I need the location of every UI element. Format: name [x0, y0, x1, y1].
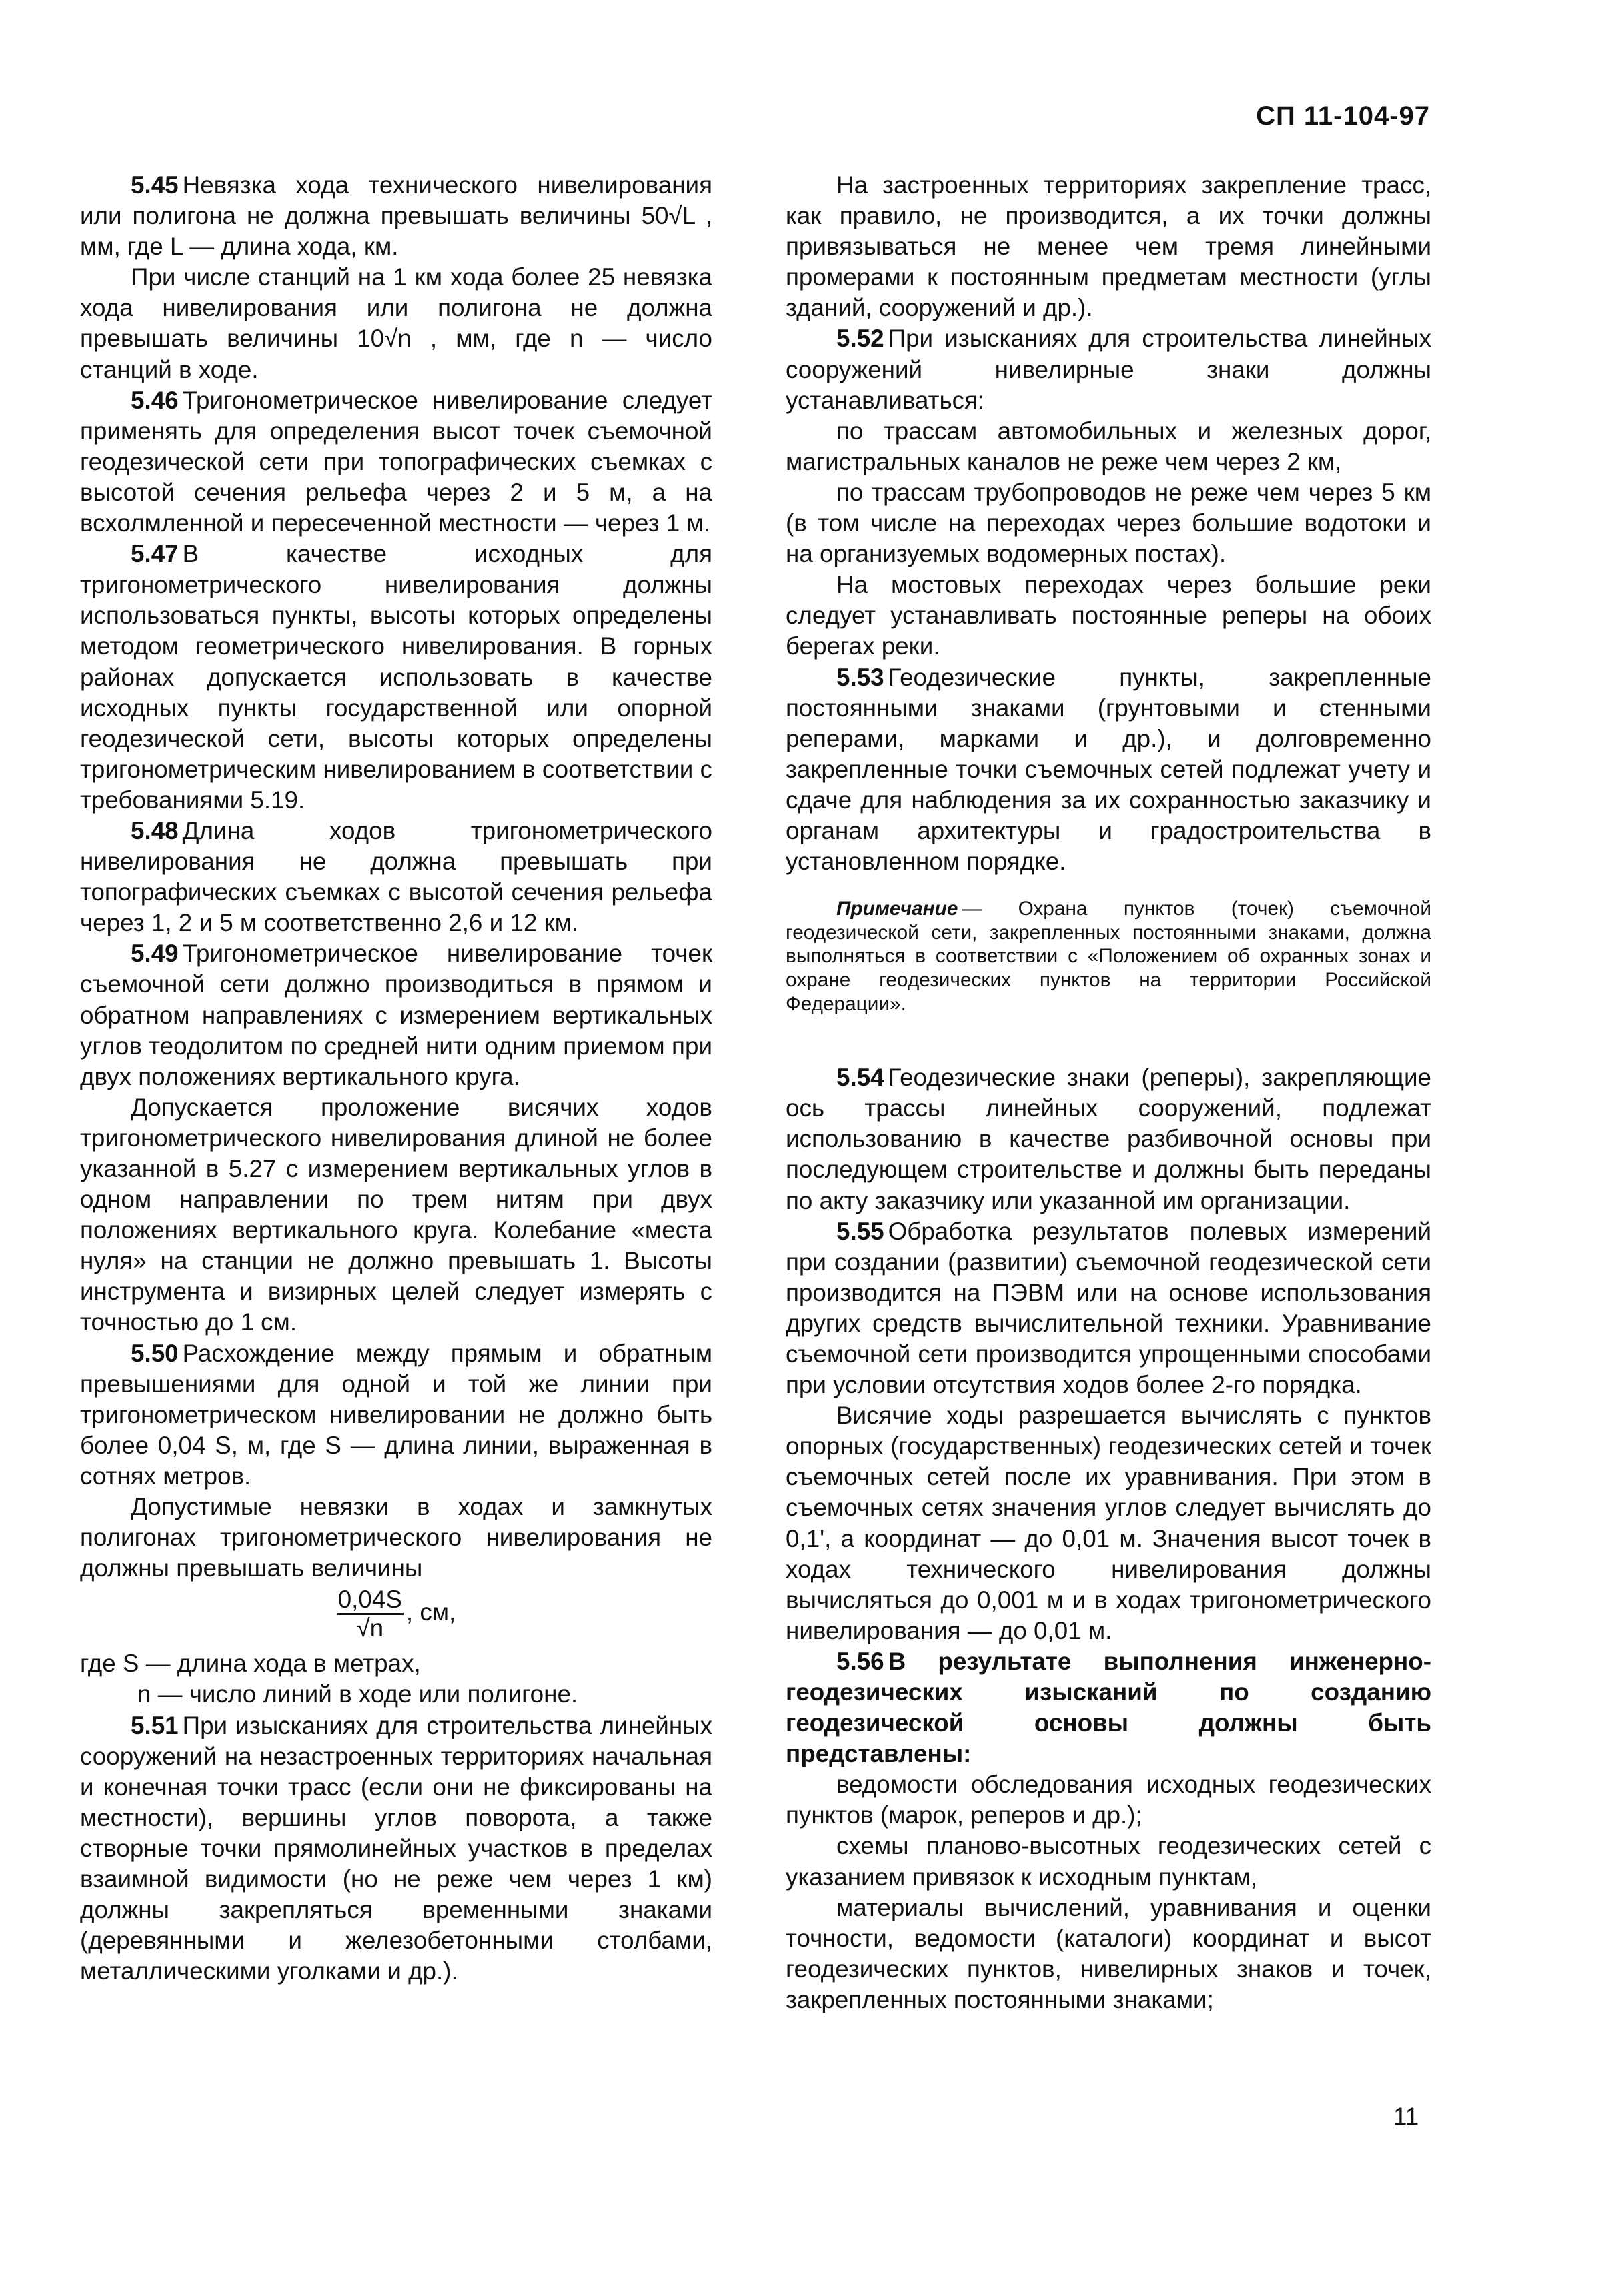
document-code: СП 11-104-97 — [1256, 101, 1430, 131]
paragraph — [80, 262, 712, 385]
paragraph — [786, 170, 1431, 323]
clause-number: 5.46 — [131, 386, 179, 414]
clause-5-45 — [80, 170, 712, 262]
paragraph-text: Допускается проложение висячих ходов тригонометрического нивелирования длиной не более указанной в 5.27 с измерением вертикальных углов в одном направлении по трем нитям при двух положениях вертикального круга. Колебание «места нуля» на станции не должно превышать 1. Высоты инструмента и визирных целей следует измерять с точностью до 1 см. — [80, 1093, 712, 1336]
paragraph-text: Длина ходов тригонометрического нивелирования не должна превышать при топографических съемках с высотой сечения рельефа через 1, 2 и 5 м соответственно 2,6 и 12 км. — [80, 816, 712, 937]
paragraph-text: Обработка результатов полевых измерений при создании (развитии) съемочной геодезической сети производится на ПЭВМ или на основе использования других средств вычислительной техники. Уравнивание съемочной сети производится упрощенными способами при условии отсутствия ходов более 2-го порядка. — [786, 1217, 1431, 1399]
paragraph — [786, 1893, 1431, 2015]
paragraph-text: материалы вычислений, уравнивания и оценки точности, ведомости (каталоги) координат и высот геодезических пунктов, нивелирных знаков и точек, закрепленных постоянными знаками; — [786, 1893, 1431, 2013]
paragraph-text: Геодезические знаки (реперы), закрепляющие ось трассы линейных сооружений, подлежат использованию в качестве разбивочной основы при последующем строительстве и должны быть переданы по акту заказчику или указанной им организации. — [786, 1064, 1431, 1214]
clause-number: 5.54 — [836, 1064, 884, 1092]
clause-5-55 — [786, 1216, 1431, 1401]
note — [786, 897, 1431, 1016]
clause-number: 5.47 — [131, 540, 179, 568]
paragraph-text: по трассам трубопроводов не реже чем через 5 км (в том числе на переходах через большие водотоки и на организуемых водомерных постах). — [786, 478, 1431, 568]
paragraph-text: по трассам автомобильных и железных дорог, магистральных каналов не реже чем через 2 км, — [786, 417, 1431, 475]
clause-5-49 — [80, 938, 712, 1092]
clause-number: 5.53 — [836, 663, 884, 691]
formula — [80, 1586, 712, 1642]
right-column — [786, 170, 1431, 2015]
clause-5-51 — [80, 1710, 712, 1987]
clause-number: 5.56 — [836, 1647, 884, 1675]
paragraph-text: Висячие ходы разрешается вычислять с пунктов опорных (государственных) геодезических сетей и точек съемочных сетей после их уравнивания. При этом в съемочных сетях значения углов следует вычислять до 0,1', а координат — до 0,01 м. Значения высот точек в ходах технического нивелирования должны вычисляться до 0,001 м и в ходах тригонометрического нивелирования — до 0,01 м. — [786, 1402, 1431, 1644]
paragraph-text: Геодезические пункты, закрепленные постоянными знаками (грунтовыми и стенными реперами, марками и др.), и долговременно закрепленные точки съемочных сетей подлежат учету и сдаче для наблюдения за их сохранностью заказчику и органам архитектуры и градостроительства в установленном порядке. — [786, 663, 1431, 876]
paragraph — [786, 1769, 1431, 1831]
clause-5-46 — [80, 385, 712, 539]
paragraph — [80, 1648, 712, 1679]
paragraph-text: Невязка хода технического нивелирования или полигона не должна превышать величины 50√L , мм, где L — длина хода, км. — [80, 171, 712, 261]
clause-5-47 — [80, 539, 712, 816]
paragraph-text: где S — длина хода в метрах, — [80, 1650, 421, 1678]
paragraph — [786, 1400, 1431, 1646]
paragraph-text: На мостовых переходах через большие реки следует устанавливать постоянные реперы на обоих берегах реки. — [786, 571, 1431, 660]
clause-number: 5.45 — [131, 171, 179, 199]
clause-5-48 — [80, 816, 712, 938]
clause-5-53 — [786, 662, 1431, 878]
paragraph-text: Тригонометрическое нивелирование точек съемочной сети должно производиться в прямом и обратном направлениях с измерением вертикальных углов теодолитом по средней нити одним приемом при двух положениях вертикального круга. — [80, 940, 712, 1090]
page-number: 11 — [1393, 2103, 1419, 2130]
paragraph — [786, 569, 1431, 662]
clause-number: 5.55 — [836, 1217, 884, 1245]
left-column — [80, 170, 712, 1987]
paragraph-text: При изысканиях для строительства линейных сооружений на незастроенных территориях начальная и конечная точки трасс (если они не фиксированы на местности), вершины углов поворота, а также створные точки прямолинейных участков в пределах взаимной видимости (но не реже чем через 1 км) должны закрепляться временными знаками (деревянными и железобетонными столбами, металлическими уголками и др.). — [80, 1711, 712, 1985]
paragraph-text: n — число линий в ходе или полигоне. — [137, 1680, 578, 1708]
paragraph — [786, 416, 1431, 477]
paragraph — [786, 477, 1431, 569]
paragraph-text: При изысканиях для строительства линейных сооружений нивелирные знаки должны устанавливаться: — [786, 325, 1431, 414]
fraction-numerator: 0,04S — [337, 1586, 404, 1615]
clause-number: 5.52 — [836, 325, 884, 353]
paragraph-text: В результате выполнения инженерно-геодезических изысканий по созданию геодезической основы должны быть представлены: — [786, 1647, 1431, 1768]
fraction — [337, 1586, 404, 1642]
paragraph-text: При числе станций на 1 км хода более 25 невязка хода нивелирования или полигона не должна превышать величины 10√n , мм, где n — число станций в ходе. — [80, 263, 712, 383]
clause-5-56 — [786, 1646, 1431, 1769]
clause-number: 5.51 — [131, 1711, 179, 1739]
paragraph-text: ведомости обследования исходных геодезических пунктов (марок, реперов и др.); — [786, 1771, 1431, 1829]
formula-tail: , см, — [406, 1598, 456, 1626]
paragraph — [80, 1092, 712, 1338]
paragraph-text: В качестве исходных для тригонометрического нивелирования должны использоваться пункты, высоты которых определены методом геометрического нивелирования. В горных районах допускается использовать в качестве исходных пункты государственной или опорной геодезической сети, высоты которых определены тригонометрическим нивелированием в соответствии с требованиями 5.19. — [80, 540, 712, 814]
note-text: — Охрана пунктов (точек) съемочной геодезической сети, закрепленных постоянными знаками, должна выполняться в соответствии с «Положением об охранных зонах и охране геодезических пунктов на территории Российской Федерации». — [786, 898, 1431, 1015]
clause-number: 5.50 — [131, 1339, 179, 1367]
paragraph — [786, 1831, 1431, 1892]
paragraph-text: схемы планово-высотных геодезических сетей с указанием привязок к исходным пунктам, — [786, 1832, 1431, 1891]
paragraph-text: Тригонометрическое нивелирование следует применять для определения высот точек съемочной геодезической сети при топографических съемках с высотой сечения рельефа через 2 и 5 м, а на всхолмленной и пересеченной местности — через 1 м. — [80, 386, 712, 537]
paragraph-text: Допустимые невязки в ходах и замкнутых полигонах тригонометрического нивелирования не должны превышать величины — [80, 1493, 712, 1582]
clause-5-52 — [786, 323, 1431, 415]
clause-5-54 — [786, 1062, 1431, 1216]
clause-number: 5.48 — [131, 816, 179, 844]
note-label: Примечание — [836, 898, 958, 920]
paragraph — [80, 1679, 712, 1710]
paragraph-text: На застроенных территориях закрепление трасс, как правило, не производится, а их точки должны привязываться не менее чем тремя линейными промерами к постоянным предметам местности (углы зданий, сооружений и др.). — [786, 171, 1431, 322]
paragraph — [80, 1492, 712, 1584]
clause-5-50 — [80, 1338, 712, 1492]
paragraph-text: Расхождение между прямым и обратным превышениями для одной и той же линии при тригонометрическом нивелировании не должно быть более 0,04 S, м, где S — длина линии, выраженная в сотнях метров. — [80, 1339, 712, 1490]
fraction-denominator: √n — [356, 1614, 384, 1642]
clause-number: 5.49 — [131, 940, 179, 968]
